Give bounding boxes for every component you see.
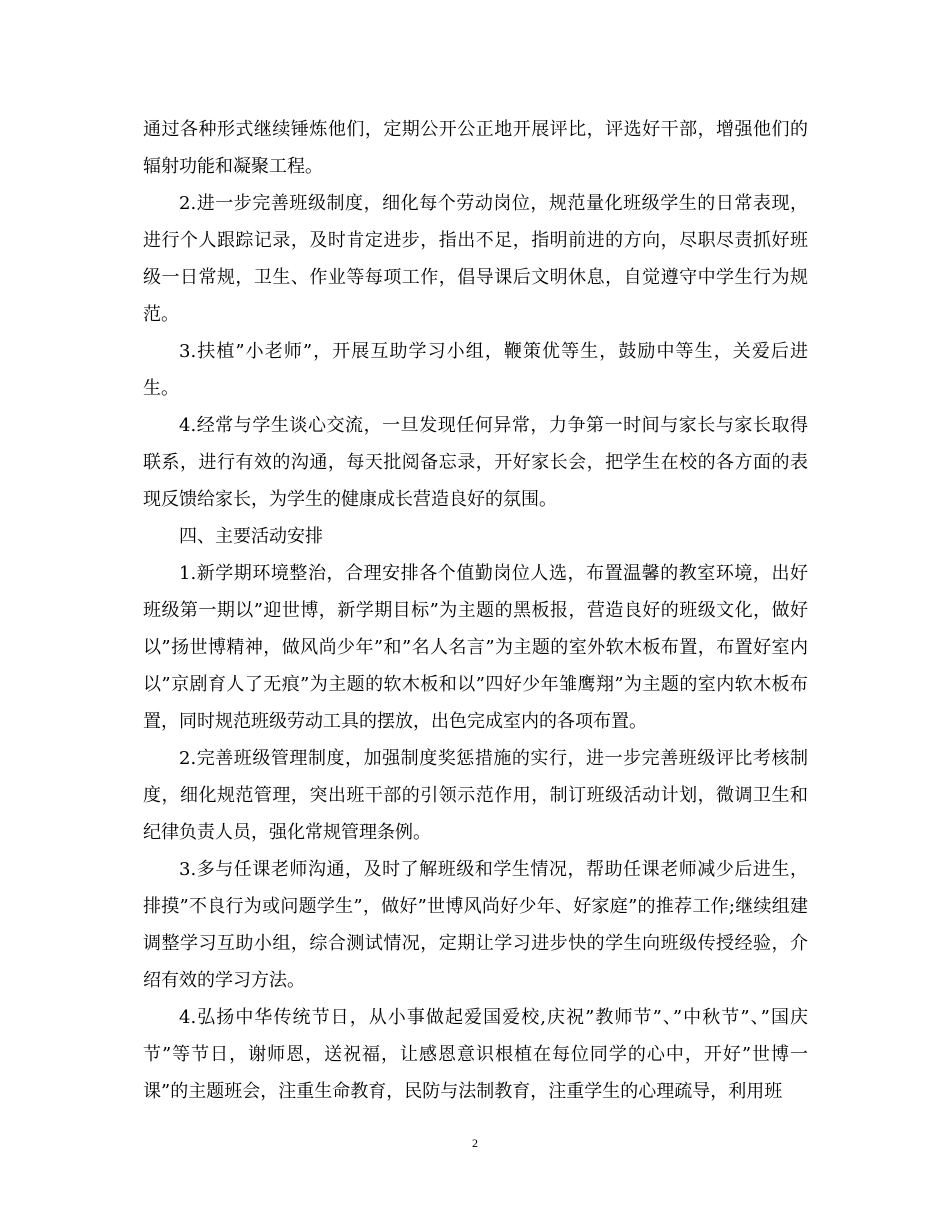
paragraph: 1.新学期环境整治，合理安排各个值勤岗位人选，布置温馨的教室环境，出好班级第一期以”迎世博，新学期目标”为主题的黑板报，营造良好的班级文化，做好以”扬世博精神，做风尚少年”和”名人名言”为主题的室外软木板布置，布置好室内以”京剧育人了无痕”为主题的软木板和以”四好少年雏鹰翔”为主题的室内软木板布置，同时规范班级劳动工具的摆放，出色完成室内的各项布置。 <box>143 563 808 732</box>
paragraph: 3.多与任课老师沟通，及时了解班级和学生情况，帮助任课老师减少后进生，排摸”不良行为或问题学生”，做好”世博风尚好少年、好家庭”的推荐工作;继续组建调整学习互助小组，综合测试情况，定期让学习进步快的学生向班级传授经验，介绍有效的学习方法。 <box>143 859 808 991</box>
paragraph: 2.完善班级管理制度，加强制度奖惩措施的实行，进一步完善班级评比考核制度，细化规范管理，突出班干部的引领示范作用，制订班级活动计划，微调卫生和纪律负责人员，强化常规管理条例。 <box>143 748 808 843</box>
paragraph: 4.经常与学生谈心交流，一旦发现任何异常，力争第一时间与家长与家长取得联系，进行有效的沟通，每天批阅备忘录，开好家长会，把学生在校的各方面的表现反馈给家长，为学生的健康成长营造良好的氛围。 <box>143 415 808 510</box>
paragraph: 4.弘扬中华传统节日，从小事做起爱国爱校,庆祝”教师节”、”中秋节”、”国庆节”等节日，谢师恩，送祝福，让感恩意识根植在每位同学的心中，开好”世博一课”的主题班会，注重生命教育，民防与法制教育，注重学生的心理疏导，利用班 <box>143 1007 808 1102</box>
paragraph: 通过各种形式继续锤炼他们，定期公开公正地开展评比，评选好干部，增强他们的辐射功能和凝聚工程。 <box>143 119 808 177</box>
page-number: 2 <box>472 1136 478 1150</box>
section-heading: 四、主要活动安排 <box>179 526 323 547</box>
document-body <box>143 111 808 1110</box>
paragraph: 2.进一步完善班级制度，细化每个劳动岗位，规范量化班级学生的日常表现，进行个人跟踪记录，及时肯定进步，指出不足，指明前进的方向，尽职尽责抓好班级一日常规，卫生、作业等每项工作，倡导课后文明休息，自觉遵守中学生行为规范。 <box>143 193 808 325</box>
paragraph: 3.扶植”小老师”，开展互助学习小组，鞭策优等生，鼓励中等生，关爱后进生。 <box>143 341 808 399</box>
